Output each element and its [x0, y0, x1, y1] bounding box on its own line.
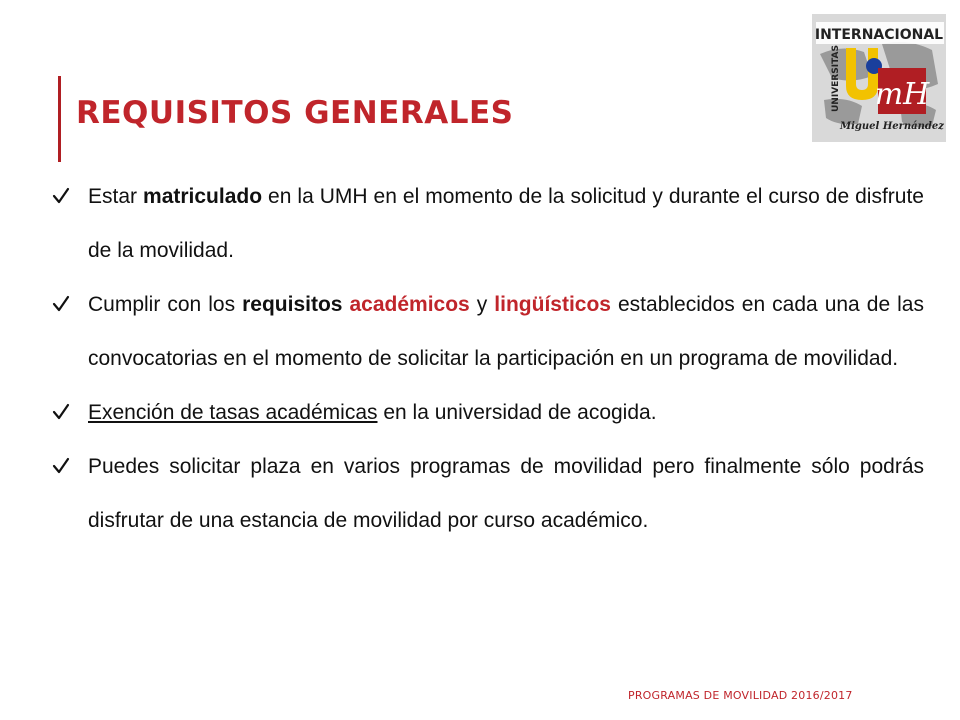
- requirement-item: [52, 440, 924, 548]
- checkmark-icon: [52, 170, 72, 224]
- logo-side-text: UNIVERSITAS: [831, 45, 841, 112]
- slide-title: REQUISITOS GENERALES: [76, 95, 514, 131]
- requirement-text-part: académicos: [349, 293, 470, 316]
- logo-bottom-text: Miguel Hernández: [840, 121, 944, 132]
- umh-internacional-logo: [812, 14, 946, 142]
- requirements-list: [52, 170, 924, 548]
- requirement-text-part: en la UMH en el momento de la solicitud y durante el curso de disfrute de la movilidad.: [88, 185, 924, 262]
- checkmark-icon: [52, 278, 72, 332]
- requirement-text-part: requisitos: [242, 293, 343, 316]
- requirement-text-part: en la universidad de acogida.: [377, 401, 657, 424]
- requirement-text-part: Cumplir con los: [88, 293, 243, 316]
- requirement-text-part: Puedes solicitar plaza en varios programas de movilidad pero finalmente sólo podrás disfrutar de una estancia de movilidad por curso académico.: [88, 455, 924, 532]
- requirement-item: [52, 278, 924, 386]
- checkmark-icon: [52, 386, 72, 440]
- checkmark-icon: [52, 440, 72, 494]
- requirement-text-part: matriculado: [143, 185, 263, 208]
- requirement-text-part: Estar: [88, 185, 144, 208]
- logo-top-text: INTERNACIONAL: [814, 27, 944, 43]
- requirement-text-part: Exención de tasas académicas: [88, 401, 378, 424]
- requirement-text-part: lingüísticos: [494, 293, 611, 316]
- requirement-item: [52, 386, 924, 440]
- logo-mark-letters: mH: [874, 77, 930, 112]
- requirement-text-part: y: [469, 293, 495, 316]
- requirement-text-part: [342, 293, 349, 316]
- title-accent-bar: [58, 76, 61, 162]
- requirement-item: [52, 170, 924, 278]
- requirement-text-part: establecidos en cada una de las convocatorias en el momento de solicitar la participación en un programa de movilidad.: [88, 293, 924, 370]
- footer-text: PROGRAMAS DE MOVILIDAD 2016/2017: [628, 689, 853, 702]
